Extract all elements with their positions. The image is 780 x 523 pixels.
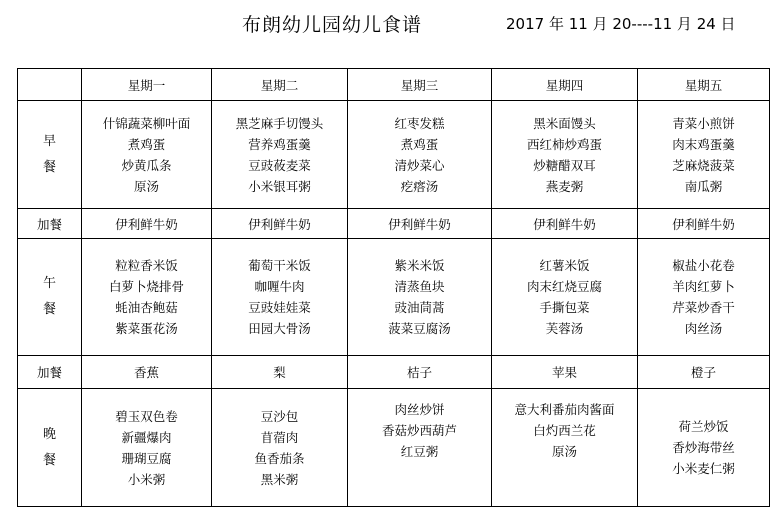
- dish: 疙瘩汤: [400, 178, 439, 194]
- day-header: 星期三: [348, 69, 492, 101]
- menu-cell: 伊利鲜牛奶: [212, 209, 348, 239]
- lunch-row: [18, 239, 770, 356]
- dish: 芙蓉汤: [545, 321, 584, 336]
- menu-cell: [638, 101, 770, 209]
- dish: 荷兰炒饭: [678, 419, 729, 434]
- menu-cell: 苹果: [492, 356, 638, 389]
- dish: 豆沙包: [260, 408, 299, 424]
- dish: 南瓜粥: [684, 178, 723, 194]
- dish: 芝麻烧菠菜: [672, 157, 735, 173]
- dish: 肉末鸡蛋羹: [672, 136, 735, 152]
- dish: 芹菜炒香干: [672, 300, 735, 315]
- dish: 鱼香茄条: [254, 450, 305, 466]
- menu-table: [17, 68, 770, 507]
- menu-cell: [212, 101, 348, 209]
- menu-cell: 橙子: [638, 356, 770, 389]
- dish: 炒黄瓜条: [121, 157, 172, 173]
- menu-cell: [82, 239, 212, 356]
- dish: 肉丝汤: [684, 321, 723, 336]
- dish: 香炒海带丝: [672, 440, 735, 455]
- dish: 椒盐小花卷: [672, 258, 735, 273]
- menu-cell: [348, 101, 492, 209]
- dish: 豆豉莜麦菜: [248, 157, 311, 173]
- dish: 葡萄干米饭: [248, 258, 311, 273]
- dish: 白萝卜烧排骨: [108, 279, 184, 294]
- menu-cell: 桔子: [348, 356, 492, 389]
- dish: 田园大骨汤: [248, 321, 311, 336]
- day-header: 星期二: [212, 69, 348, 101]
- meal-label-text: 晚 餐: [43, 426, 57, 468]
- menu-cell: 伊利鲜牛奶: [348, 209, 492, 239]
- dish: 手撕包菜: [539, 300, 590, 315]
- menu-cell: 伊利鲜牛奶: [638, 209, 770, 239]
- meal-label-dinner: [18, 389, 82, 507]
- menu-cell: [492, 389, 638, 507]
- meal-label-text: 加餐: [36, 365, 62, 380]
- corner-cell: [18, 69, 82, 101]
- menu-cell: 梨: [212, 356, 348, 389]
- dish: 白灼西兰花: [533, 423, 596, 438]
- dish: 意大利番茄肉酱面: [514, 402, 615, 417]
- dish: 新疆爆肉: [121, 429, 172, 445]
- dish: 黑米粥: [260, 471, 299, 487]
- dish: 煮鸡蛋: [400, 136, 439, 152]
- dish: 什锦蔬菜柳叶面: [102, 115, 191, 131]
- menu-cell: 伊利鲜牛奶: [492, 209, 638, 239]
- dish: 清蒸鱼块: [394, 279, 445, 294]
- menu-cell: [348, 389, 492, 507]
- day-header: 星期一: [82, 69, 212, 101]
- dish: 小米银耳粥: [248, 178, 311, 194]
- day-header: 星期四: [492, 69, 638, 101]
- dish: 红枣发糕: [394, 115, 445, 131]
- dish: 咖喱牛肉: [254, 279, 305, 294]
- menu-cell: [212, 239, 348, 356]
- menu-cell: [638, 389, 770, 507]
- snack-am-row: [18, 209, 770, 239]
- dish: 西红柿炒鸡蛋: [526, 136, 602, 152]
- dish: 小米麦仁粥: [672, 461, 735, 476]
- dish: 豉油茼蒿: [394, 300, 445, 315]
- dish: 蚝油杏鲍菇: [115, 300, 178, 315]
- dish: 肉丝炒饼: [394, 402, 445, 417]
- dish: 营养鸡蛋羹: [248, 136, 311, 152]
- dish: 紫米米饭: [394, 258, 445, 273]
- page-title: 布朗幼儿园幼儿食谱: [242, 14, 423, 36]
- breakfast-row: [18, 101, 770, 209]
- dish: 小米粥: [127, 471, 166, 487]
- menu-cell: [492, 101, 638, 209]
- dish: 黑米面馒头: [533, 115, 596, 131]
- dish: 黑芝麻手切馒头: [235, 115, 324, 131]
- menu-cell: [82, 101, 212, 209]
- meal-label-text: 早 餐: [43, 133, 57, 175]
- meal-label-snack: [18, 209, 82, 239]
- dish: 香菇炒西葫芦: [381, 423, 457, 438]
- meal-label-text: 加餐: [36, 216, 62, 232]
- meal-label-text: 午 餐: [43, 276, 57, 317]
- snack-pm-row: [18, 356, 770, 389]
- dish: 煮鸡蛋: [127, 136, 166, 152]
- dish: 红薯米饭: [539, 258, 590, 273]
- header-row: [18, 69, 770, 101]
- menu-cell: [82, 389, 212, 507]
- meal-label-lunch: [18, 239, 82, 356]
- dish: 红豆粥: [400, 444, 439, 459]
- dish: 原汤: [551, 444, 577, 459]
- dish: 苜蓿肉: [260, 429, 299, 445]
- dish: 肉末红烧豆腐: [526, 279, 602, 294]
- menu-cell: [492, 239, 638, 356]
- dinner-row: [18, 389, 770, 507]
- day-header: 星期五: [638, 69, 770, 101]
- dish: 原汤: [133, 178, 159, 194]
- dish: 碧玉双色卷: [115, 408, 178, 424]
- menu-cell: 香蕉: [82, 356, 212, 389]
- dish: 炒糖醋双耳: [533, 157, 596, 173]
- menu-cell: [212, 389, 348, 507]
- menu-cell: [348, 239, 492, 356]
- dish: 羊肉红萝卜: [672, 279, 735, 294]
- dish: 菠菜豆腐汤: [388, 321, 451, 336]
- date-range: 2017 年 11 月 20----11 月 24 日: [506, 15, 736, 33]
- menu-cell: [638, 239, 770, 356]
- dish: 清炒菜心: [394, 157, 445, 173]
- meal-label-snack: [18, 356, 82, 389]
- meal-label-breakfast: [18, 101, 82, 209]
- menu-cell: 伊利鲜牛奶: [82, 209, 212, 239]
- dish: 燕麦粥: [545, 178, 584, 194]
- dish: 珊瑚豆腐: [121, 450, 172, 466]
- dish: 豆豉娃娃菜: [248, 300, 311, 315]
- dish: 紫菜蛋花汤: [115, 321, 178, 336]
- dish: 青菜小煎饼: [672, 115, 735, 131]
- dish: 粒粒香米饭: [115, 258, 178, 273]
